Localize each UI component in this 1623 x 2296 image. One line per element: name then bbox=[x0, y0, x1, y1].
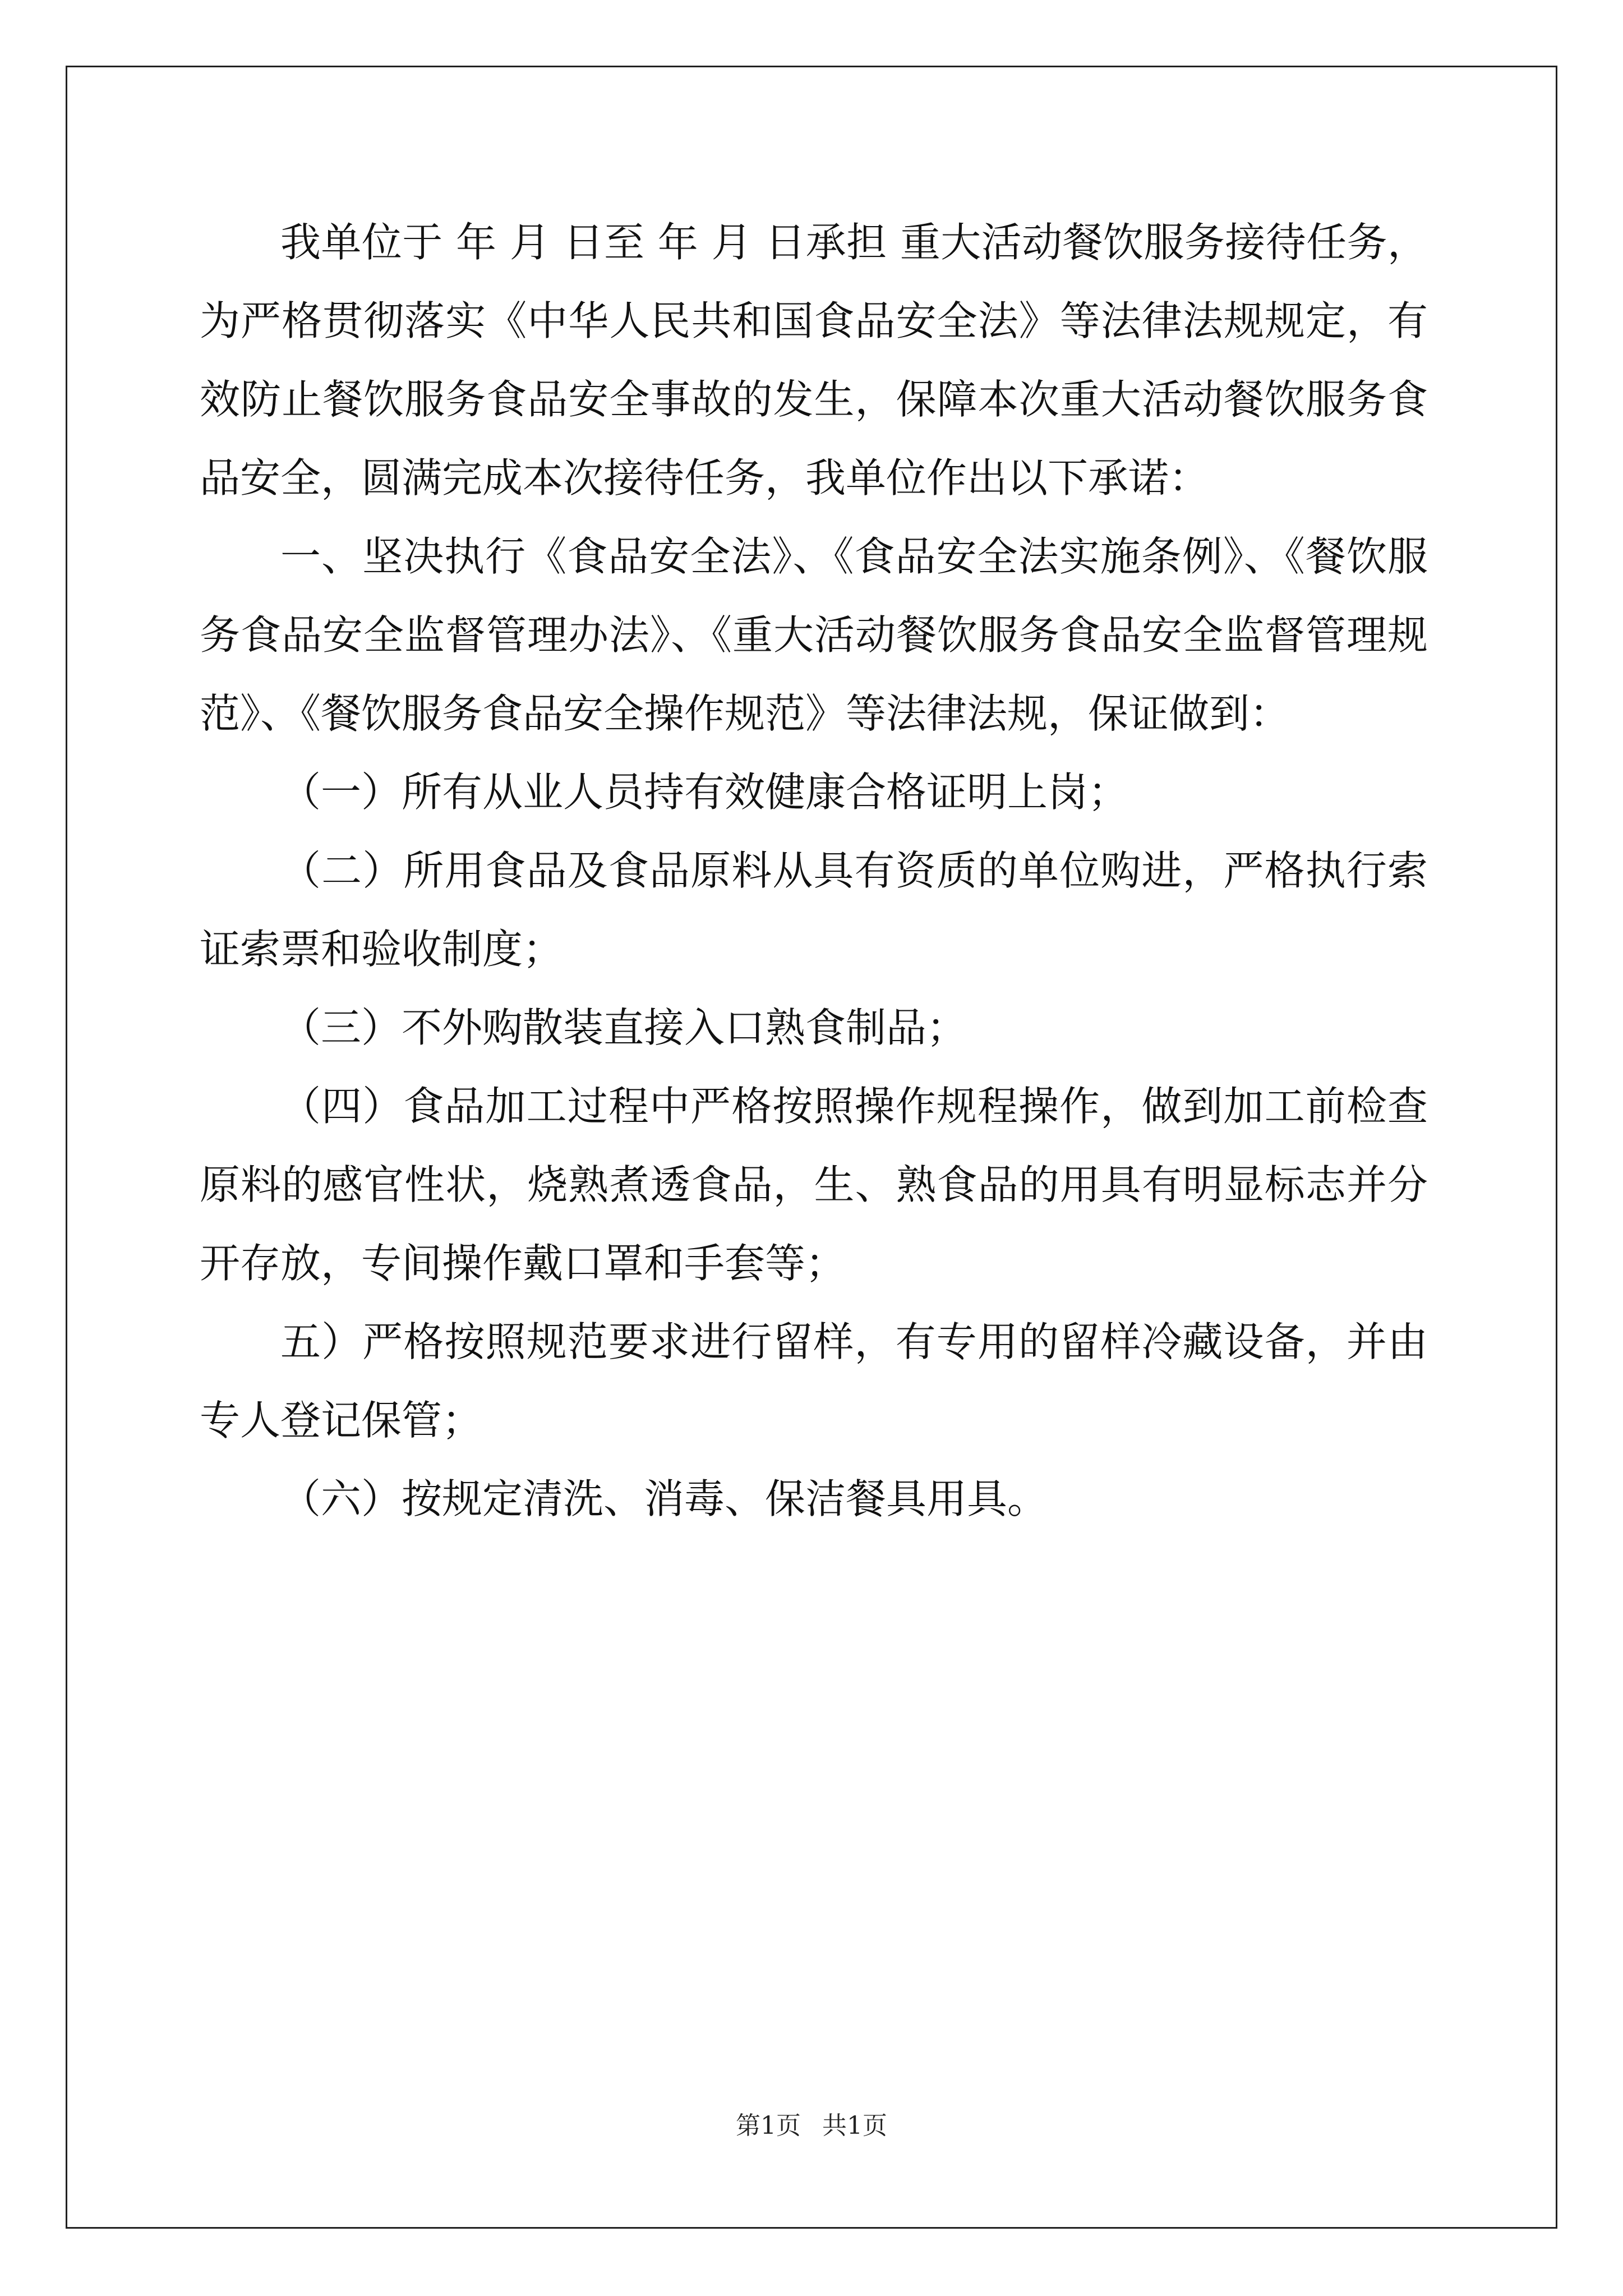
paragraph-item-2: （二）所用食品及食品原料从具有资质的单位购进，严格执行索证索票和验收制度； bbox=[200, 847, 1428, 973]
paragraph-point-1: 一、坚决执行《食品安全法》、《食品安全法实施条例》、《餐饮服务食品安全监督管理办法》、《重大活动餐饮服务食品安全监督管理规范》、《餐饮服务食品安全操作规范》等法律法规，保证做到： bbox=[200, 533, 1428, 737]
page-count: 共1页 bbox=[822, 2111, 887, 2140]
paragraph-item-4: （四）食品加工过程中严格按照操作规程操作，做到加工前检查原料的感官性状，烧熟煮透食品，生、熟食品的用具有明显标志并分开存放，专间操作戴口罩和手套等； bbox=[200, 1083, 1428, 1287]
paragraph-item-1: （一）所有从业人员持有效健康合格证明上岗； bbox=[280, 769, 1129, 816]
document-body bbox=[200, 203, 1428, 1538]
page-number: 第1页 bbox=[736, 2111, 801, 2140]
paragraph-intro: 我单位于 年 月 日至 年 月 日承担 重大活动餐饮服务接待任务，为严格贯彻落实《中华人民共和国食品安全法》等法律法规规定，有效防止餐饮服务食品安全事故的发生，保障本次重大活动餐饮服务食品安全，圆满完成本次接待任务，我单位作出以下承诺： bbox=[200, 219, 1428, 501]
paragraph-item-6: （六）按规定清洗、消毒、保洁餐具用具。 bbox=[280, 1475, 1048, 1522]
paragraph-item-3: （三）不外购散装直接入口熟食制品； bbox=[280, 1004, 967, 1051]
page-footer bbox=[0, 2109, 1623, 2143]
paragraph-item-5: 五）严格按照规范要求进行留样，有专用的留样冷藏设备，并由专人登记保管； bbox=[200, 1318, 1428, 1444]
